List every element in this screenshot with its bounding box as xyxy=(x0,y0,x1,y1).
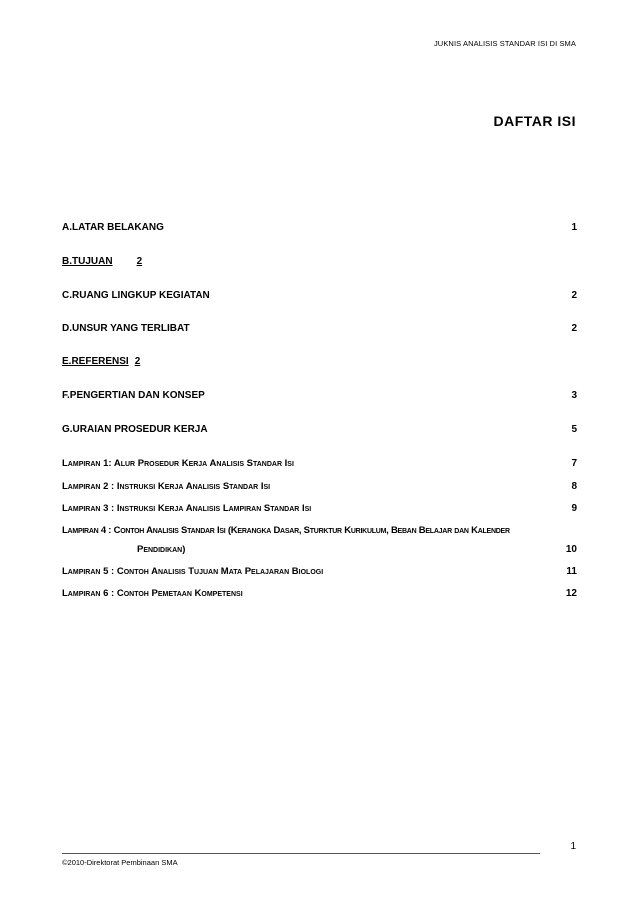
toc-label: G.URAIAN PROSEDUR KERJA xyxy=(62,424,208,435)
appendix-label: Lampiran 1: Alur Prosedur Kerja Analisis Standar Isi xyxy=(62,458,294,469)
appendix-page-number: 9 xyxy=(571,503,577,514)
appendix-page-number: 11 xyxy=(566,566,577,577)
page-number: 1 xyxy=(570,841,576,852)
appendix-page-number: 10 xyxy=(565,544,577,555)
appendix-page-number: 7 xyxy=(571,458,577,469)
appendix-label: Lampiran 2 : Instruksi Kerja Analisis Standar Isi xyxy=(62,481,271,492)
toc-label: E.REFERENSI xyxy=(62,356,129,367)
toc-label: C.RUANG LINGKUP KEGIATAN xyxy=(62,290,210,301)
toc-page-number: 2 xyxy=(136,256,143,267)
footer-copyright: ©2010-Direktorat Pembinaan SMA xyxy=(62,858,178,867)
toc-label: F.PENGERTIAN DAN KONSEP xyxy=(62,390,205,401)
appendix-label: Lampiran 3 : Instruksi Kerja Analisis Lampiran Standar Isi xyxy=(62,503,312,514)
appendix-entry-4-continuation: Pendidikan) xyxy=(137,544,186,555)
toc-label: B.TUJUAN xyxy=(62,256,113,267)
toc-page-number: 5 xyxy=(571,424,577,435)
appendix-page-number: 12 xyxy=(565,588,577,599)
appendix-label: Lampiran 4 : Contoh Analisis Standar Isi (Kerangka Dasar, Sturktur Kurikulum, Beban Belajar dan Kalender xyxy=(62,525,510,536)
toc-page-number: 2 xyxy=(571,323,577,334)
appendix-page-number: 8 xyxy=(571,481,577,492)
toc-label: A.LATAR BELAKANG xyxy=(62,222,164,233)
running-header: JUKNIS ANALISIS STANDAR ISI DI SMA xyxy=(433,39,576,48)
toc-entry-referensi[interactable] xyxy=(62,356,140,367)
page-title: DAFTAR ISI xyxy=(493,113,576,129)
footer-divider xyxy=(62,853,540,854)
toc-page-number: 2 xyxy=(571,290,577,301)
toc-entry-tujuan[interactable] xyxy=(62,256,142,267)
toc-page-number: 3 xyxy=(571,390,577,401)
toc-page-number: 2 xyxy=(134,356,141,367)
appendix-label: Lampiran 5 : Contoh Analisis Tujuan Mata Pelajaran Biologi xyxy=(62,566,324,577)
appendix-label: Lampiran 6 : Contoh Pemetaan Kompetensi xyxy=(62,588,243,599)
toc-label: D.UNSUR YANG TERLIBAT xyxy=(62,323,190,334)
toc-page-number: 1 xyxy=(571,222,577,233)
